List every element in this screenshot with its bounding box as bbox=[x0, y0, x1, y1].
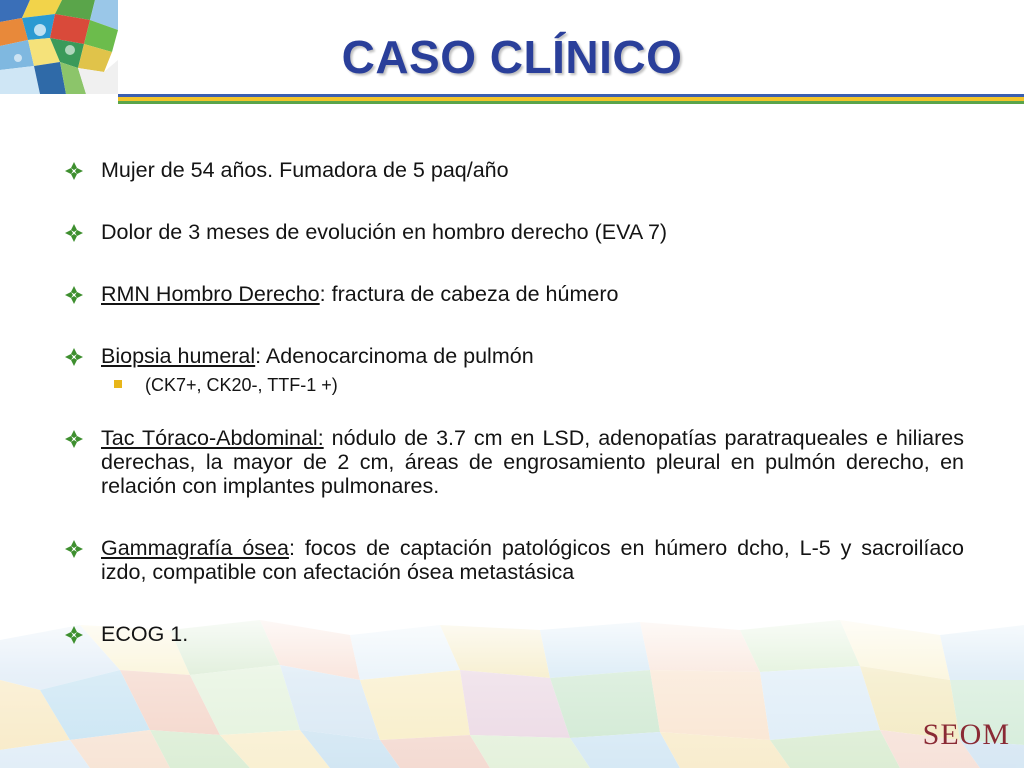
bullet-item bbox=[64, 426, 964, 498]
bullet-label: RMN Hombro Derecho bbox=[101, 282, 320, 306]
seom-logo: SEOM bbox=[922, 718, 1010, 751]
bullet-item bbox=[64, 282, 964, 306]
bullet-item bbox=[64, 344, 964, 368]
bullet-text: Dolor de 3 meses de evolución en hombro derecho (EVA 7) bbox=[101, 220, 668, 244]
bullet-text: : fractura de cabeza de húmero bbox=[319, 282, 619, 306]
diamond-four-dots-icon bbox=[64, 429, 84, 449]
header-rule bbox=[118, 94, 1024, 104]
diamond-four-dots-icon bbox=[64, 539, 84, 559]
bullet-item bbox=[64, 536, 964, 584]
bullet-item bbox=[64, 220, 964, 244]
diamond-four-dots-icon bbox=[64, 347, 84, 367]
bullet-text: Mujer de 54 años. Fumadora de 5 paq/año bbox=[101, 158, 509, 182]
bullet-text: ECOG 1. bbox=[101, 622, 189, 646]
diamond-four-dots-icon bbox=[64, 625, 84, 645]
bullet-item bbox=[64, 158, 964, 182]
sub-bullet-item bbox=[64, 374, 964, 396]
bullet-list bbox=[64, 158, 964, 646]
bullet-label: Biopsia humeral bbox=[101, 344, 256, 368]
diamond-four-dots-icon bbox=[64, 285, 84, 305]
bullet-text: : focos de captación patológicos en húmero dcho, L-5 y sacroilíaco izdo, compatible con afectación ósea metastásica bbox=[101, 536, 964, 584]
square-icon bbox=[114, 380, 122, 388]
diamond-four-dots-icon bbox=[64, 223, 84, 243]
bullet-text: nódulo de 3.7 cm en LSD, adenopatías paratraqueales e hiliares derechas, la mayor de 2 cm, áreas de engrosamiento pleural en pulmón derecho, en relación con implantes pulmonares. bbox=[101, 426, 964, 498]
sub-bullet-text: (CK7+, CK20-, TTF-1 +) bbox=[145, 375, 338, 395]
bullet-label: Gammagrafía ósea bbox=[101, 536, 289, 560]
bullet-text: : Adenocarcinoma de pulmón bbox=[255, 344, 534, 368]
slide-title: CASO CLÍNICO bbox=[341, 31, 683, 83]
bullet-item bbox=[64, 622, 964, 646]
diamond-four-dots-icon bbox=[64, 161, 84, 181]
bullet-label: Tac Tóraco-Abdominal: bbox=[101, 426, 324, 450]
